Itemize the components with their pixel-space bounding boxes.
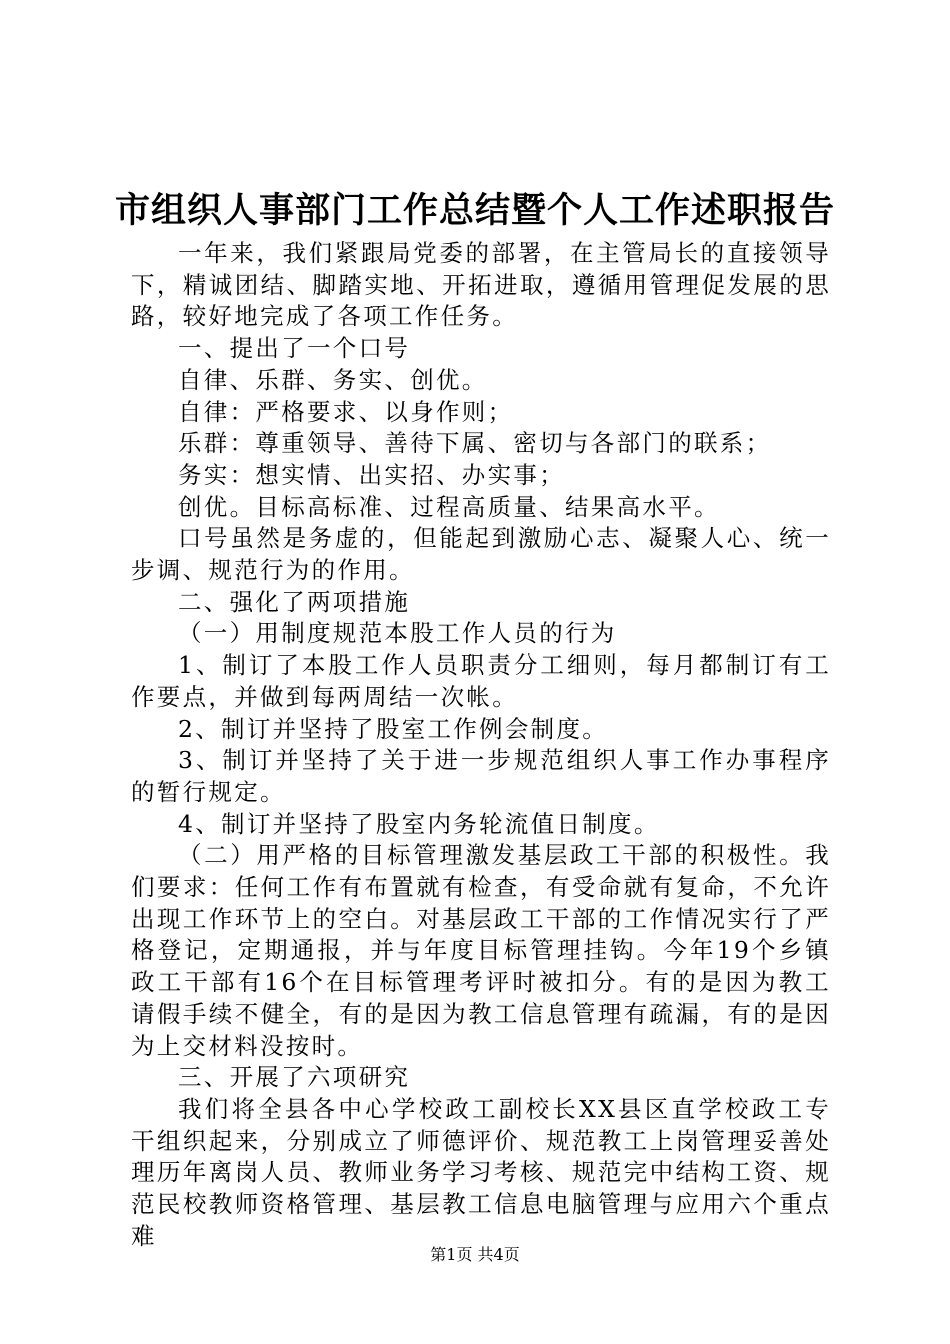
- document-body: [131, 238, 831, 1253]
- list-item-1: 1、制订了本股工作人员职责分工细则，每月都制订有工作要点，并做到每两周结一次帐。: [131, 651, 831, 711]
- paragraph-research: 我们将全县各中心学校政工副校长XX县区直学校政工专干组织起来，分别成立了师德评价、规范教工上岗管理妥善处理历年离岗人员、教师业务学习考核、规范完中结构工资、规范民校教师资格管理、基层教工信息电脑管理与应用六个重点难: [131, 1094, 831, 1250]
- paragraph-sociability: 乐群：尊重领导、善待下属、密切与各部门的联系；: [178, 429, 772, 458]
- paragraph-slogan-purpose: 口号虽然是务虚的，但能起到激励心志、凝聚人心、统一步调、规范行为的作用。: [131, 524, 831, 585]
- paragraph-pragmatism: 务实：想实情、出实招、办实事；: [178, 460, 565, 489]
- subheading-2-2-paragraph: （二）用严格的目标管理激发基层政工干部的积极性。我们要求：任何工作有布置就有检查，有受命就有复命，不允许出现工作环节上的空白。对基层政工干部的工作情况实行了严格登记，定期通报，并与年度目标管理挂钩。今年19个乡镇政工干部有16个在目标管理考评时被扣分。有的是因为教工请假手续不健全，有的是因为教工信息管理有疏漏，有的是因为上交材料没按时。: [131, 841, 831, 1060]
- list-item-3: 3、制订并坚持了关于进一步规范组织人事工作办事程序的暂行规定。: [131, 746, 831, 806]
- paragraph-slogan: 自律、乐群、务实、创优。: [178, 365, 488, 394]
- subheading-2-1: （一）用制度规范本股工作人员的行为: [178, 619, 617, 648]
- page-footer: 第1页 共4页: [430, 1245, 520, 1264]
- list-item-2: 2、制订并坚持了股室工作例会制度。: [178, 714, 609, 743]
- paragraph-self-discipline: 自律：严格要求、以身作则；: [178, 397, 514, 426]
- heading-section-2: 二、强化了两项措施: [178, 587, 411, 616]
- heading-section-1: 一、提出了一个口号: [178, 334, 411, 363]
- paragraph-excellence: 创优。目标高标准、过程高质量、结果高水平。: [178, 492, 720, 521]
- paragraph-intro: 一年来，我们紧跟局党委的部署，在主管局长的直接领导下，精诚团结、脚踏实地、开拓进取，遵循用管理促发展的思路，较好地完成了各项工作任务。: [131, 239, 831, 331]
- heading-section-3: 三、开展了六项研究: [178, 1063, 411, 1092]
- document-title: 市组织人事部门工作总结暨个人工作述职报告: [114, 190, 835, 231]
- list-item-4: 4、制订并坚持了股室内务轮流值日制度。: [178, 809, 660, 838]
